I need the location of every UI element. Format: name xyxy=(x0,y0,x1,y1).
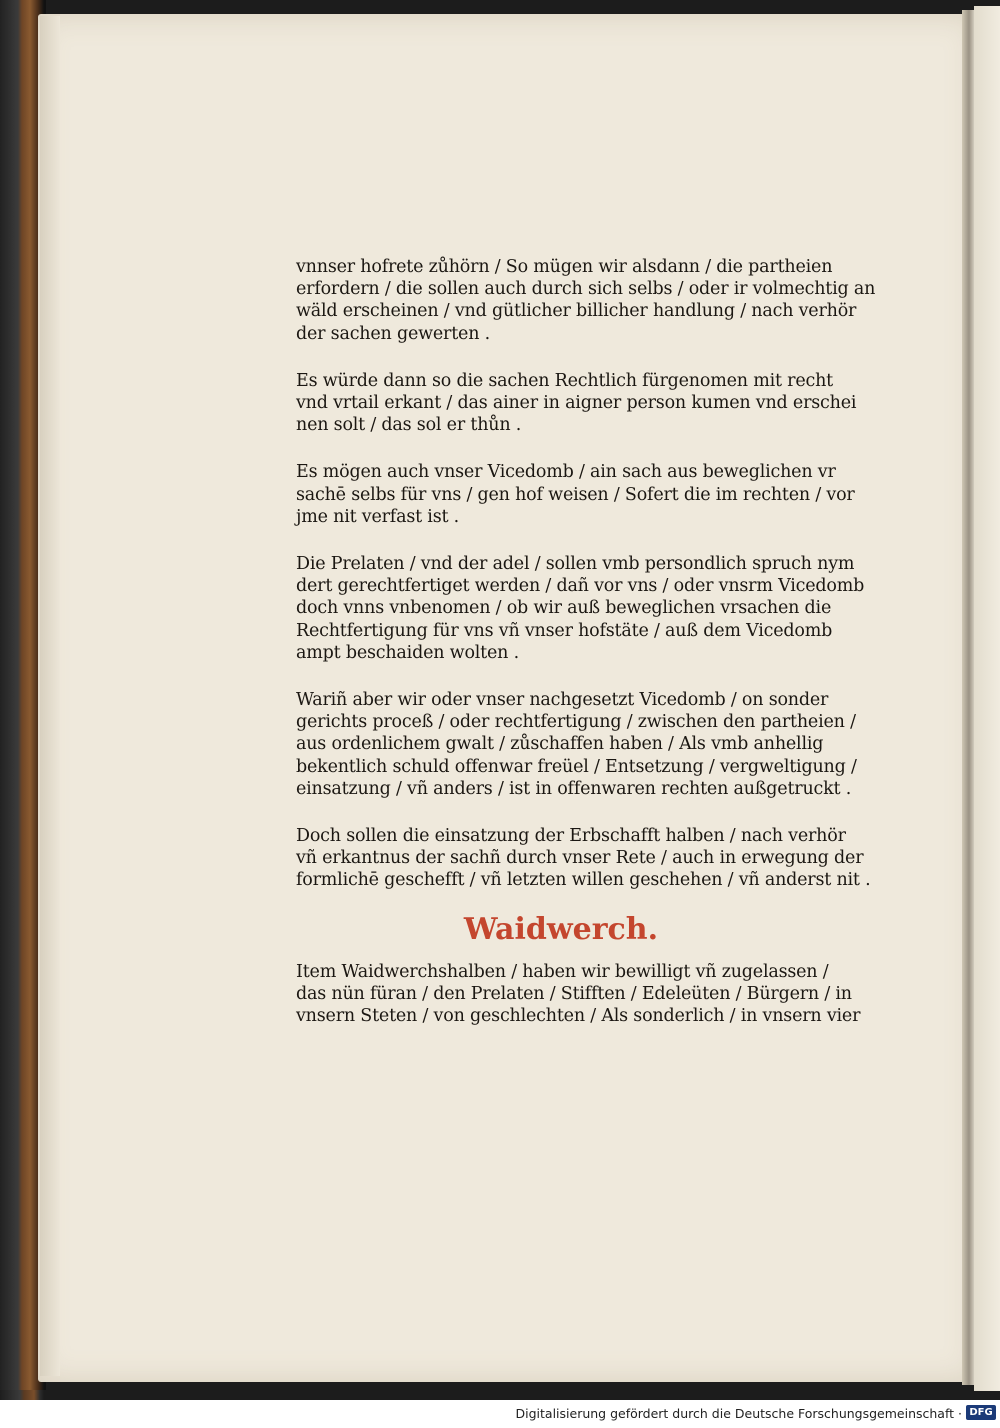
text-line: Es mögen auch vnser Vicedomb / ain sach aus beweglichen vr xyxy=(296,462,836,483)
text-line: wäld erscheinen / vnd gütlicher billicher handlung / nach verhör xyxy=(296,301,857,322)
paragraph-4 xyxy=(296,553,865,664)
text-line: ampt beschaiden wolten . xyxy=(296,642,519,663)
page-inner-margin xyxy=(40,16,60,1376)
text-line: vnd vrtail erkant / das ainer in aigner person kumen vnd erschei xyxy=(296,393,857,414)
text-line: nen solt / das sol er thůn . xyxy=(296,415,522,436)
text-line: der sachen gewerten . xyxy=(296,323,491,344)
paragraph-7 xyxy=(296,961,861,1028)
text-line: erfordern / die sollen auch durch sich selbs / oder ir volmechtig an xyxy=(296,279,876,300)
text-line: dert gerechtfertiget werden / dañ vor vns / oder vnsrm Vicedomb xyxy=(296,576,865,597)
text-line: sachē selbs für vns / gen hof weisen / Sofert die im rechten / vor xyxy=(296,484,855,505)
text-line: vñ erkantnus der sachñ durch vnser Rete / auch in erwegung der xyxy=(296,848,864,869)
text-line: formlichē geschefft / vñ letzten willen geschehen / vñ anderst nit . xyxy=(296,870,871,891)
text-line: vnnser hofrete zůhörn / So mügen wir alsdann / die partheien xyxy=(296,257,833,277)
text-line: jme nit verfast ist . xyxy=(296,506,460,527)
text-line: doch vnns vnbenomen / ob wir auß beweglichen vrsachen die xyxy=(296,598,832,619)
text-line: Es würde dann so die sachen Rechtlich fürgenomen mit recht xyxy=(296,370,834,391)
text-line: das nün füran / den Prelaten / Stifften / Edeleüten / Bürgern / in xyxy=(296,983,852,1004)
text-line: vnsern Steten / von geschlechten / Als sonderlich / in vnsern vier xyxy=(296,1006,861,1027)
text-line: Wariñ aber wir oder vnser nachgesetzt Vicedomb / on sonder xyxy=(296,690,829,711)
section-heading: Waidwerch. xyxy=(463,911,659,947)
paragraph-3 xyxy=(296,461,855,528)
facing-page-edge xyxy=(974,6,1000,1391)
text-line: Item Waidwerchshalben / haben wir bewilligt vñ zugelassen / xyxy=(296,961,829,982)
footer-credit: Digitalisierung gefördert durch die Deutsche Forschungsgemeinschaft · xyxy=(515,1406,962,1421)
paragraph-6 xyxy=(296,825,871,892)
text-line: Rechtfertigung für vns vñ vnser hofstäte / auß dem Vicedomb xyxy=(296,620,833,641)
text-block xyxy=(296,256,876,1052)
dfg-logo-icon: DFG xyxy=(966,1405,996,1420)
paragraph-2 xyxy=(296,370,857,437)
text-line: Doch sollen die einsatzung der Erbschafft halben / nach verhör xyxy=(296,826,846,847)
text-line: einsatzung / vñ anders / ist in offenwaren rechten außgetruckt . xyxy=(296,778,852,799)
text-line: aus ordenlichem gwalt / zůschaffen haben / Als vmb anhellig xyxy=(296,734,824,755)
paragraph-5 xyxy=(296,689,857,800)
text-line: gerichts proceß / oder rechtfertigung / zwischen den partheien / xyxy=(296,712,856,733)
paragraph-1 xyxy=(296,256,876,345)
text-line: Die Prelaten / vnd der adel / sollen vmb persondlich spruch nym xyxy=(296,554,855,575)
text-line: bekentlich schuld offenwar freüel / Entsetzung / vergweltigung / xyxy=(296,756,857,777)
